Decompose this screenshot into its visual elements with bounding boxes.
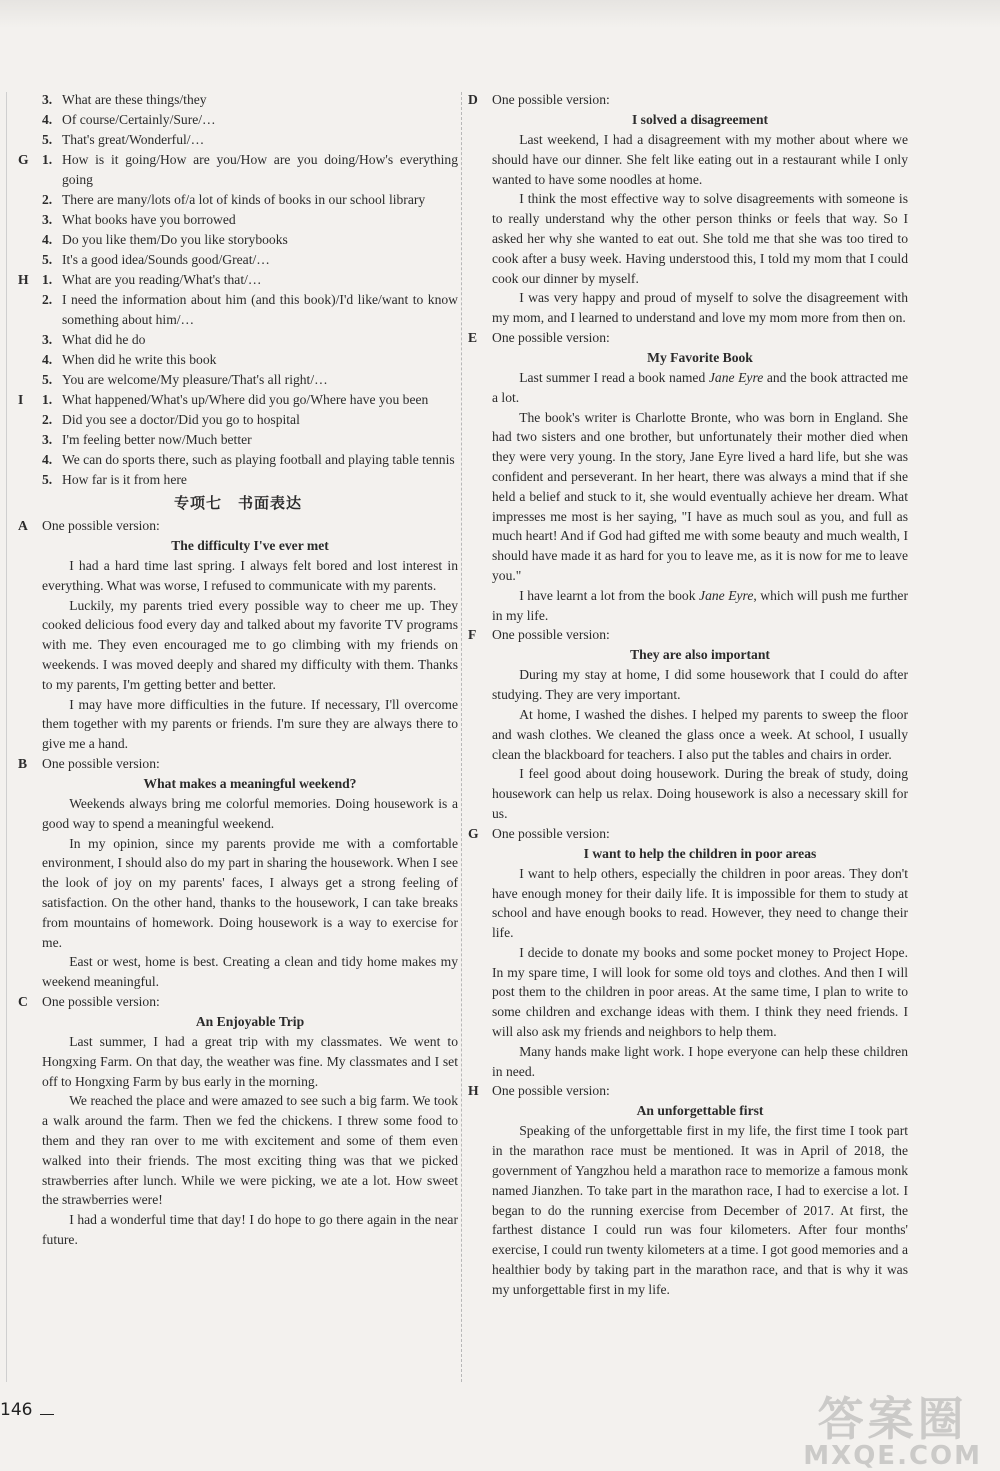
item-text: How is it going/How are you/How are you doing/How's everything going	[62, 152, 458, 187]
section-letter: F	[468, 627, 477, 643]
answer-block-F-continued	[18, 90, 458, 150]
section-letter: E	[468, 329, 478, 345]
essay-block-D	[468, 90, 908, 328]
item-text: You are welcome/My pleasure/That's all right/…	[62, 372, 328, 387]
essay-paragraph: Last summer, I had a great trip with my classmates. We went to Hongxing Farm. On that day, the weather was fine. My classmates and I set off to Hongxing Farm by bus early in the morning.	[42, 1033, 458, 1089]
essay-paragraph	[492, 586, 908, 626]
essay-paragraph: I feel good about doing housework. During the break of study, doing housework can help us relax. Doing housework is also a necessary skill for us.	[492, 766, 908, 821]
section-letter: D	[468, 92, 478, 107]
item-text: When did he write this book	[62, 352, 217, 367]
answer-block-I	[18, 390, 458, 490]
essay-paragraph	[492, 368, 908, 408]
version-label: One possible version:	[42, 518, 160, 533]
essay-block-H	[468, 1081, 908, 1299]
essay-paragraph: East or west, home is best. Creating a clean and tidy home makes my weekend meaningful.	[42, 954, 458, 990]
item-text: Do you like them/Do you like storybooks	[62, 232, 288, 247]
item-text: What happened/What's up/Where did you go/Where have you been	[62, 392, 429, 407]
list-item	[42, 190, 458, 210]
item-number: 3.	[42, 212, 53, 227]
version-label: One possible version:	[492, 627, 610, 643]
version-label: One possible version:	[492, 329, 610, 345]
item-text: I need the information about him (and this book)/I'd like/want to know something about him/…	[62, 292, 458, 327]
column-divider	[461, 92, 462, 1382]
list-item	[42, 130, 458, 150]
answer-block-G	[18, 150, 458, 270]
essay-title: An Enjoyable Trip	[195, 1013, 305, 1029]
essay-paragraph: Last weekend, I had a disagreement with my mother about where we should have our dinner. She felt like eating out in a restaurant while I only wanted to have some noodles at home.	[492, 132, 908, 187]
text-run: Last summer I read a book named	[519, 369, 709, 385]
item-number: 3.	[42, 332, 53, 347]
item-number: 4.	[42, 452, 53, 467]
essay-title: What makes a meaningful weekend?	[143, 775, 357, 791]
item-number: 2.	[42, 192, 53, 207]
item-number: 5.	[42, 472, 53, 487]
watermark-text: 答案圈	[817, 1392, 968, 1446]
essay-block-G	[468, 824, 908, 1082]
item-text: How far is it from here	[62, 472, 187, 487]
essay-block-F	[468, 625, 908, 823]
version-label: One possible version:	[492, 1083, 610, 1099]
list-item	[42, 390, 458, 410]
list-item	[42, 110, 458, 130]
list-item	[42, 250, 458, 270]
book-title: Jane Eyre	[699, 587, 754, 603]
item-number: 3.	[42, 432, 53, 447]
item-text: What books have you borrowed	[62, 212, 236, 227]
essay-paragraph: Weekends always bring me colorful memories. Doing housework is a good way to spend a meaningful weekend.	[42, 795, 458, 831]
item-text: Did you see a doctor/Did you go to hospital	[62, 412, 300, 427]
list-item	[42, 450, 458, 470]
list-item	[42, 150, 458, 190]
essay-paragraph: I think the most effective way to solve disagreements with someone is to really understand why the other person thinks or feels that way. So I asked her why she wanted to eat out. She told me that she was too tired to cook after a busy week. Having understood this, I told my mom that I could cook our dinner by myself.	[492, 191, 908, 286]
watermark-logo	[803, 1392, 982, 1471]
item-number: 2.	[42, 292, 53, 307]
item-number: 4.	[42, 232, 53, 247]
essay-paragraph: Many hands make light work. I hope everyone can help these children in need.	[492, 1043, 908, 1079]
book-title: Jane Eyre	[708, 369, 764, 385]
essay-block-E	[468, 328, 908, 625]
section-letter: G	[18, 152, 29, 167]
item-text: There are many/lots of/a lot of kinds of books in our school library	[62, 192, 426, 207]
essay-title: The difficulty I've ever met	[171, 538, 329, 553]
item-text: That's great/Wonderful/…	[62, 132, 205, 147]
section-letter: G	[468, 825, 479, 841]
essay-title: An unforgettable first	[636, 1103, 764, 1119]
list-item	[42, 290, 458, 330]
item-number: 2.	[42, 412, 53, 427]
essay-block-C	[18, 992, 458, 1250]
version-label: One possible version:	[492, 825, 610, 841]
item-text: We can do sports there, such as playing football and playing table tennis	[62, 452, 455, 467]
section-letter: B	[18, 755, 28, 771]
text-run: and the book attracted me a lot.	[492, 369, 909, 405]
item-text: It's a good idea/Sounds good/Great/…	[62, 252, 270, 267]
left-margin-line	[6, 92, 7, 1382]
section-heading: 专项七 书面表达	[173, 494, 302, 512]
item-number: 5.	[42, 252, 53, 267]
item-text: I'm feeling better now/Much better	[62, 432, 252, 447]
essay-title: They are also important	[630, 647, 770, 663]
page-number-rule	[40, 1414, 54, 1415]
item-text: What are you reading/What's that/…	[62, 272, 262, 287]
top-shadow	[0, 0, 1000, 28]
item-number: 3.	[42, 92, 53, 107]
list-item	[42, 270, 458, 290]
essay-block-B	[18, 754, 458, 992]
item-text: What are these things/they	[62, 92, 207, 107]
item-number: 1.	[42, 272, 53, 287]
essay-paragraph: Speaking of the unforgettable first in my life, the first time I took part in the marathon race must be mentioned. It was in April of 2018, the government of Yangzhou held a marathon race to memorize a famous monk named Jianzhen. To take part in the marathon race, I had to exercise a lot. I began to do the running exercise from December of 2017. At first, the farthest distance I could run was four kilometers. After four months' exercise, I could run twenty kilometers at a time. I got good memories and a healthier body by taking part in the marathon race, and that is why it was my unforgettable first in my life.	[492, 1123, 908, 1297]
essay-paragraph: I was very happy and proud of myself to solve the disagreement with my mom, and I learned to understand and love my mom more from then on.	[492, 290, 908, 326]
essay-paragraph: We reached the place and were amazed to see such a big farm. We took a walk around the farm. Then we fed the chickens. I threw some food to them and they ran over to me with excitement and some of them even walked into their friends. The most exciting thing was that we picked strawberries after lunch. While we were picking, we ate a lot. How sweet the strawberries were!	[42, 1093, 458, 1208]
item-number: 1.	[42, 152, 53, 167]
item-number: 5.	[42, 372, 53, 387]
text-run: , which will push me further in my life.	[492, 587, 908, 623]
section-letter: H	[18, 272, 29, 287]
essay-paragraph: I had a hard time last spring. I always felt bored and lost interest in everything. What was worse, I refused to communicate with my parents.	[42, 558, 458, 593]
essay-title: I want to help the children in poor areas	[583, 845, 817, 861]
item-number: 5.	[42, 132, 53, 147]
essay-paragraph: During my stay at home, I did some housework that I could do after studying. They are very important.	[492, 667, 908, 703]
list-item	[42, 230, 458, 250]
essay-paragraph: I may have more difficulties in the future. If necessary, I'll overcome them together with my parents or friends. I'm sure they are always there to give me a hand.	[42, 696, 458, 752]
left-column	[18, 90, 458, 1250]
essay-paragraph: I decide to donate my books and some pocket money to Project Hope. In my spare time, I will look for some old toys and clothes. And then I will post them to the children in poor areas. At the same time, I plan to write to some children and exchange ideas with them. I think they need friends. I will also ask my friends and neighbors to help them.	[492, 944, 908, 1040]
section-letter: A	[18, 518, 28, 533]
list-item	[42, 410, 458, 430]
essay-title: I solved a disagreement	[631, 112, 769, 127]
list-item	[42, 90, 458, 110]
answer-block-H	[18, 270, 458, 390]
item-text: What did he do	[62, 332, 146, 347]
essay-title: My Favorite Book	[647, 349, 753, 365]
essay-paragraph: The book's writer is Charlotte Bronte, who was born in England. She had two sisters and one brother, but unfortunately their mother died when they were very young. In the story, Jane Eyre lived a hard life, but she was confident and perseverant. In her heart, there was always a mind that if she held a belief and stuck to it, she would eventually achieve her dream. What impresses me most is her saying, "I have as much soul as you, and full as much heart! And if God had gifted me with some beauty and much wealth, I should have made it as hard for you to leave me, as it is now for me to leave you."	[492, 409, 908, 583]
essay-paragraph: In my opinion, since my parents provide me with a comfortable environment, I should also do my part in sharing the housework. When I see the look of joy on my parents' faces, I always get a strong feeling of satisfaction. On the other hand, thanks to the housework, I can take breaks from mountains of homework. Doing housework is a way to exercise for me.	[42, 835, 458, 950]
list-item	[42, 370, 458, 390]
text-run: I have learnt a lot from the book	[519, 587, 700, 603]
item-number: 4.	[42, 352, 53, 367]
right-column	[468, 90, 908, 1300]
section-letter: C	[18, 993, 28, 1009]
item-number: 4.	[42, 112, 53, 127]
essay-paragraph: At home, I washed the dishes. I helped my parents to sweep the floor and wash clothes. We cleaned the glass once a week. At school, I usually clean the blackboard for teachers. I also put the tables and chairs in order.	[492, 706, 908, 762]
section-letter	[18, 90, 42, 150]
essay-paragraph: Luckily, my parents tried every possible way to cheer me up. They cooked delicious food every day and talked about my favorite TV programs with me. They even encouraged me to go climbing with my friends on weekends. I was moved deeply and shared my difficulty with them. Thanks to my parents, I'm getting better and better.	[42, 597, 458, 692]
section-letter: H	[468, 1083, 479, 1099]
item-text: Of course/Certainly/Sure/…	[62, 112, 216, 127]
version-label: One possible version:	[42, 993, 160, 1009]
list-item	[42, 430, 458, 450]
essay-block-A	[18, 516, 458, 754]
essay-paragraph: I want to help others, especially the children in poor areas. They don't have enough money for their daily life. It is impossible for them to study at school and have enough books to read. However, they need to change their life.	[492, 865, 908, 941]
list-item	[42, 350, 458, 370]
essay-paragraph: I had a wonderful time that day! I do hope to go there again in the near future.	[42, 1212, 458, 1247]
version-label: One possible version:	[492, 92, 610, 107]
list-item	[42, 470, 458, 490]
version-label: One possible version:	[42, 755, 160, 771]
item-number: 1.	[42, 392, 53, 407]
watermark-url: MXQE.COM	[803, 1441, 982, 1471]
list-item	[42, 330, 458, 350]
page-number: 146	[0, 1400, 33, 1420]
list-item	[42, 210, 458, 230]
section-letter: I	[18, 392, 24, 407]
